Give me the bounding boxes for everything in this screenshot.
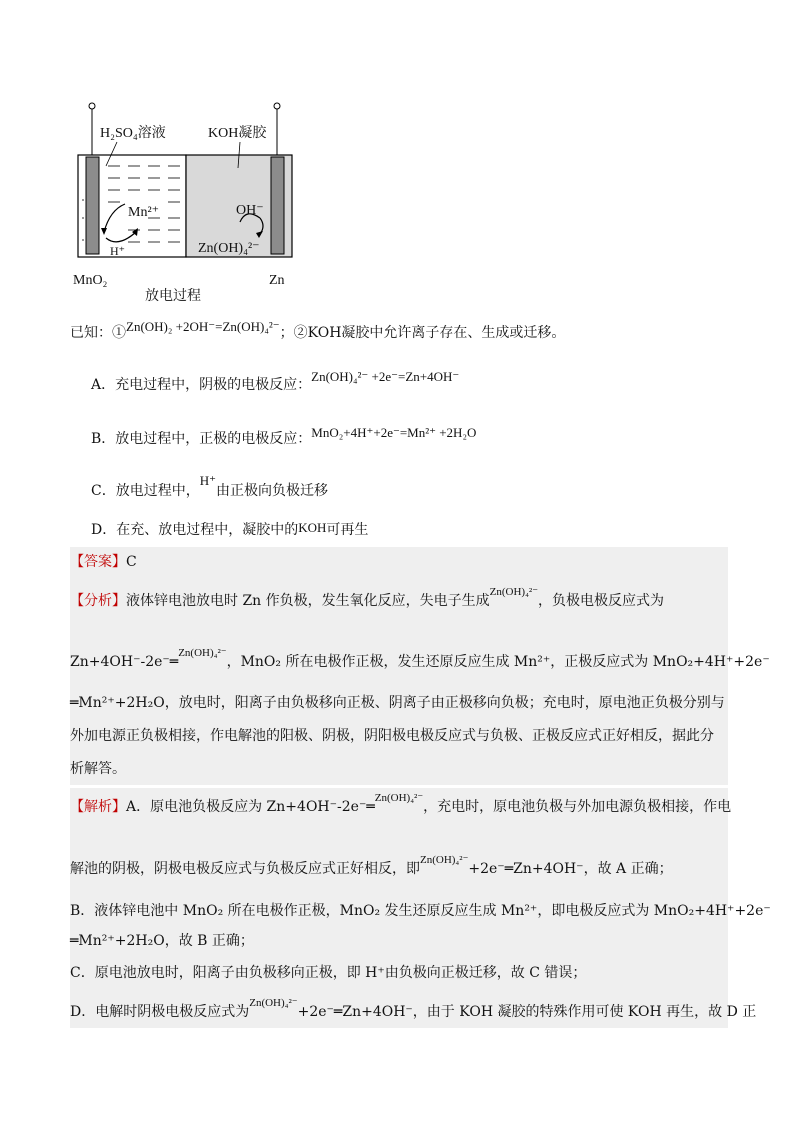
- solution-l2-formula: Zn(OH)₄²⁻: [420, 854, 469, 866]
- analysis-l1-formula: Zn(OH)₄²⁻: [489, 586, 539, 598]
- option-c-formula: H⁺: [199, 473, 216, 488]
- option-a-formula: Zn(OH)₄²⁻ +2e⁻=Zn+4OH⁻: [311, 369, 460, 384]
- label-koh: KOH凝胶: [208, 126, 267, 141]
- mno2-electrode: [86, 157, 99, 254]
- option-b: [91, 425, 477, 448]
- answer-value: C: [126, 554, 137, 570]
- known-sep: ；②: [279, 325, 308, 341]
- analysis-line-4: 外加电源正负极相接，作电解池的阳极、阴极，阴阳极电极反应式与负极、正极反应式正好相反，据此分: [70, 728, 714, 744]
- label-mno2: MnO₂: [73, 273, 108, 288]
- label-mn: Mn²⁺: [128, 205, 160, 220]
- analysis-l2b: ，MnO₂ 所在电极作正极，发生还原反应生成 Mn²⁺，正极反应式为 MnO₂+4H⁺+2e⁻: [226, 654, 770, 670]
- known-text2: KOH凝胶中允许离子存在、生成或迁移。: [307, 325, 566, 341]
- right-terminal: [274, 103, 280, 109]
- analysis-tag: 【分析】: [70, 593, 126, 609]
- option-d: [91, 519, 368, 539]
- label-h: H⁺: [110, 244, 125, 258]
- solution-l6b: +2e⁻═Zn+4OH⁻，由于 KOH 凝胶的特殊作用可使 KOH 再生，故 D 正: [297, 1004, 757, 1020]
- solution-line-1: [70, 792, 732, 816]
- known-line: [70, 319, 566, 342]
- label-zn-complex: Zn(OH)₄²⁻: [198, 241, 260, 256]
- option-d-text: D．在充、放电过程中，凝胶中的: [91, 522, 299, 538]
- analysis-line-5: 析解答。: [70, 761, 126, 777]
- option-b-formula: MnO₂+4H⁺+2e⁻=Mn²⁺ +2H₂O: [311, 425, 477, 440]
- solution-l1-formula: Zn(OH)₄²⁻: [374, 792, 424, 804]
- solution-line-6: [70, 997, 757, 1021]
- option-b-text: B．放电过程中，正极的电极反应：: [91, 431, 312, 447]
- solution-l1a: A．原电池负极反应为 Zn+4OH⁻-2e⁻═: [126, 799, 375, 815]
- solution-line-3: B．液体锌电池中 MnO₂ 所在电极作正极，MnO₂ 发生还原反应生成 Mn²⁺，即电极反应式为 MnO₂+4H⁺+2e⁻: [70, 903, 771, 919]
- left-terminal: [89, 103, 95, 109]
- analysis-l1a: 液体锌电池放电时 Zn 作负极，发生氧化反应，失电子生成: [126, 593, 490, 609]
- analysis-l1b: ，负极电极反应式为: [538, 593, 665, 609]
- solution-l2b: +2e⁻═Zn+4OH⁻，故 A 正确；: [468, 861, 673, 877]
- solution-l6a: D．电解时阴极电极反应式为: [70, 1004, 250, 1020]
- battery-figure: [70, 100, 300, 305]
- analysis-line-3: ═Mn²⁺+2H₂O，放电时，阳离子由负极移向正极、阴离子由正极移向负极；充电时，原电池正负极分别与: [70, 695, 725, 711]
- solution-line-2: [70, 854, 673, 878]
- solution-l1b: ，充电时，原电池负极与外加电源负极相接，作电: [423, 799, 732, 815]
- option-a-text: A．充电过程中，阴极的电极反应：: [91, 377, 312, 393]
- option-a: [91, 369, 460, 394]
- label-zn: Zn: [269, 273, 285, 288]
- label-oh: OH⁻: [236, 203, 264, 218]
- analysis-l2-formula: Zn(OH)₄²⁻: [178, 647, 227, 659]
- option-c-tail: 由正极向负极迁移: [215, 483, 328, 499]
- option-c: [91, 473, 328, 500]
- analysis-l2a: Zn+4OH⁻-2e⁻═: [70, 654, 179, 670]
- option-d-tail: 可再生: [326, 522, 369, 538]
- analysis-line-1: [70, 586, 665, 610]
- option-d-formula: KOH: [298, 520, 327, 535]
- solution-tag: 【解析】: [70, 799, 126, 815]
- answer-tag: 【答案】: [70, 554, 126, 570]
- solution-l2a: 解池的阴极，阴极电极反应式与负极反应式正好相反，即: [70, 861, 420, 877]
- known-prefix: 已知：①: [70, 325, 126, 341]
- figure-caption: 放电过程: [145, 289, 201, 304]
- solution-line-5: C．原电池放电时，阳离子由负极移向正极，即 H⁺由负极向正极迁移，故 C 错误；: [70, 965, 587, 981]
- known-eq1: Zn(OH)₂ +2OH⁻=Zn(OH)₄²⁻: [126, 319, 280, 334]
- label-h2so4: H₂SO₄溶液: [100, 126, 166, 141]
- zn-electrode: [271, 157, 284, 254]
- answer-line: [70, 551, 137, 571]
- analysis-line-2: [70, 647, 770, 671]
- option-c-text: C．放电过程中，: [91, 483, 200, 499]
- solution-l6-formula: Zn(OH)₄²⁻: [249, 997, 298, 1009]
- solution-line-4: ═Mn²⁺+2H₂O，故 B 正确；: [70, 933, 254, 949]
